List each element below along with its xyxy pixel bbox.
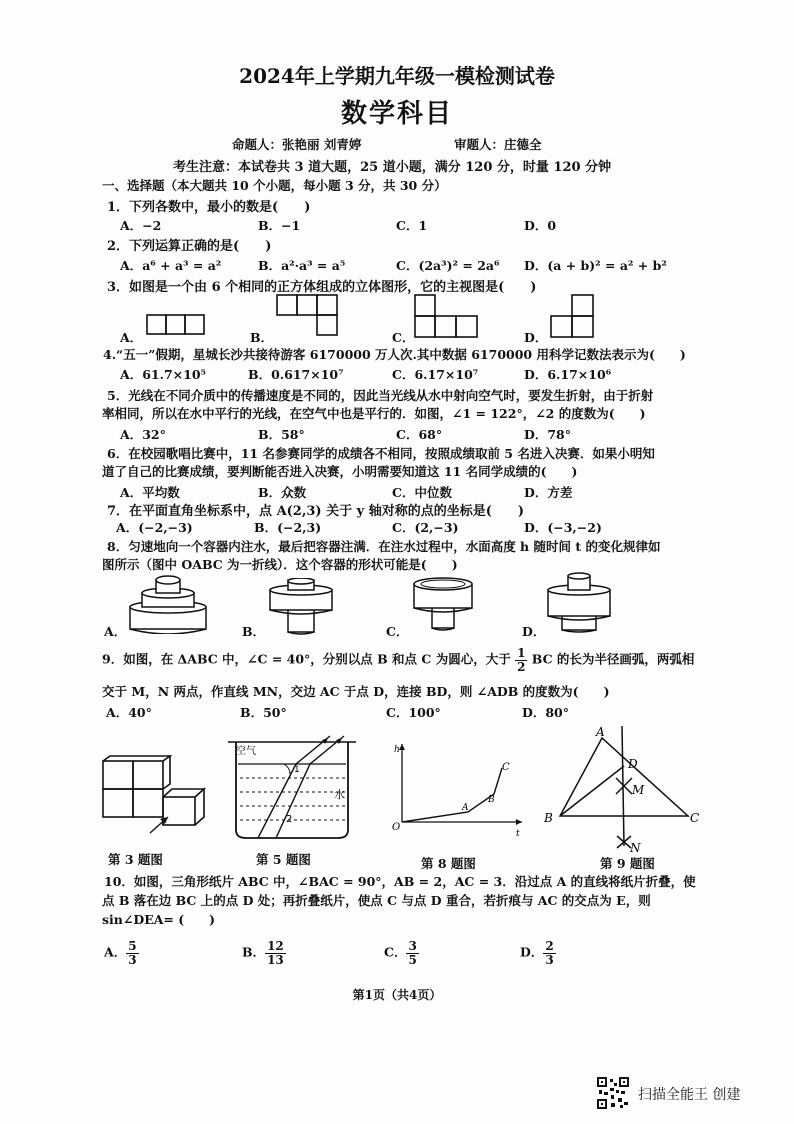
- q9-option-c: C．100°: [386, 705, 441, 720]
- q3-option-a: A．: [120, 330, 143, 345]
- figure-9-triangle: [540, 724, 710, 854]
- q10-d-numerator: 2: [545, 939, 554, 953]
- q9-option-a: A．40°: [106, 705, 152, 720]
- fig8-a-label: A: [462, 803, 469, 813]
- q10-option-d-fraction: [543, 940, 555, 966]
- q5-stem-line2: 率相同，所以在水中平行的光线，在空气中也是平行的．如图，∠1 = 122°，∠2 的度数为( ): [102, 406, 646, 421]
- half-fraction: [515, 647, 527, 673]
- figure-5-refraction: [224, 734, 360, 848]
- q3-option-b: B．: [250, 330, 274, 345]
- q10-option-b: [242, 940, 286, 966]
- reviewer: 审题人：庄德全: [454, 137, 542, 152]
- fig9-c-label: C: [690, 811, 700, 825]
- q9-stem-part1: 9．如图，在 ΔABC 中，∠C = 40°，分别以点 B 和点 C 为圆心，大于: [102, 651, 511, 667]
- q8-stem-line2: 图所示（图中 OABC 为一折线）．这个容器的形状可能是( ): [102, 557, 458, 572]
- qr-code-icon: [596, 1076, 630, 1110]
- q8-container-c: [412, 576, 474, 636]
- fig5-angle1-label: 1: [294, 765, 300, 775]
- q9-option-d: D．80°: [522, 705, 569, 720]
- q4-option-c: C．6.17×10⁷: [392, 367, 479, 382]
- q2-option-d: D．(a + b)² = a² + b²: [524, 258, 667, 273]
- q9-stem-line2: 交于 M，N 两点，作直线 MN，交边 AC 于点 D，连接 BD，则 ∠ADB 的度数为( ): [102, 684, 610, 699]
- q6-stem-line2: 道了自己的比赛成绩，要判断能否进入决赛，小明需要知道这 11 名同学成绩的( ): [102, 464, 578, 479]
- q10-b-numerator: 12: [267, 939, 284, 953]
- q2-option-b: B．a²·a³ = a⁵: [258, 258, 346, 273]
- figure-9-caption: 第 9 题图: [600, 856, 655, 871]
- q5-option-d: D．78°: [524, 427, 571, 442]
- fig8-c-label: C: [502, 762, 510, 773]
- q3-view-b: [276, 294, 338, 336]
- q1-option-b: B．−1: [258, 218, 301, 233]
- q10-b-denominator: 13: [267, 952, 284, 967]
- half-denominator: 2: [517, 659, 526, 674]
- q7-stem: 7．在平面直角坐标系中，点 A(2,3) 关于 y 轴对称的点的坐标是( ): [107, 504, 525, 519]
- subject-title: 数学科目: [340, 99, 453, 129]
- q7-option-c: C．(2,−3): [392, 520, 459, 535]
- q3-stem: 3．如图是一个由 6 个相同的正方体组成的立体图形，它的主视图是( ): [107, 280, 537, 295]
- q6-option-b: B．众数: [258, 485, 307, 500]
- fig9-m-label: M: [632, 783, 645, 797]
- q10-option-c-label: C．: [384, 944, 407, 960]
- q8-option-b: B．: [242, 624, 266, 639]
- fig9-d-label: D: [628, 757, 638, 771]
- fig5-angle2-label: 2: [286, 814, 293, 825]
- q1-option-c: C．1: [396, 218, 428, 233]
- q5-stem-line1: 5．光线在不同介质中的传播速度是不同的，因此当光线从水中射向空气时，要发生折射，由于折射: [107, 388, 654, 403]
- q8-option-c: C．: [386, 624, 409, 639]
- fig5-air-label: 空气: [236, 746, 256, 757]
- watermark-text: 扫描全能王 创建: [638, 1087, 741, 1103]
- q10-a-numerator: 5: [128, 939, 137, 953]
- q10-option-d-label: D．: [520, 944, 544, 960]
- q6-stem-line1: 6．在校园歌唱比赛中，11 名参赛同学的成绩各不相同，按照成绩取前 5 名进入决赛．如果小明知: [107, 446, 655, 461]
- q2-option-a: A．a⁶ + a³ = a²: [120, 258, 222, 273]
- q1-option-d: D．0: [524, 218, 557, 233]
- figure-3-cubes: [102, 755, 212, 845]
- q1-stem: 1．下列各数中，最小的数是( ): [107, 200, 311, 215]
- figure-8-caption: 第 8 题图: [421, 856, 476, 871]
- q8-container-a: [128, 574, 210, 634]
- q6-option-a: A．平均数: [120, 485, 180, 500]
- q3-view-a: [146, 314, 206, 336]
- q10-option-a-fraction: [126, 940, 138, 966]
- exam-title: 2024年上学期九年级一模检测试卷: [239, 64, 555, 88]
- q4-option-a: A．61.7×10⁵: [120, 367, 206, 382]
- fig9-n-label: N: [630, 841, 641, 854]
- q3-view-c: [414, 294, 478, 338]
- q10-d-denominator: 3: [545, 952, 554, 967]
- q5-option-c: C．68°: [396, 427, 443, 442]
- q7-option-b: B．(−2,3): [254, 520, 322, 535]
- q3-view-d: [550, 294, 594, 338]
- q4-option-d: D．6.17×10⁶: [524, 367, 612, 382]
- q5-option-b: B．58°: [258, 427, 305, 442]
- q10-option-b-label: B．: [242, 944, 266, 960]
- q8-container-d: [546, 572, 612, 636]
- q4-stem: 4.“五一”假期，星城长沙共接待游客 6170000 万人次.其中数据 6170000 用科学记数法表示为( ): [103, 347, 686, 362]
- q2-option-c: C．(2a³)² = 2a⁶: [396, 258, 500, 273]
- q10-option-b-fraction: [265, 940, 286, 966]
- q9-stem-line1: [102, 647, 694, 673]
- q10-option-a: [104, 940, 139, 966]
- q6-option-d: D．方差: [524, 485, 573, 500]
- q10-option-c: [384, 940, 419, 966]
- q9-stem-part2: BC 的长为半径画弧，两弧相: [531, 651, 695, 667]
- section-heading: 一、选择题（本大题共 10 个小题，每小题 3 分，共 30 分）: [102, 178, 447, 193]
- fig8-h-label: h: [394, 745, 400, 755]
- q8-option-a: A．: [104, 624, 127, 639]
- fig8-o-label: O: [392, 822, 401, 833]
- q8-container-b: [268, 578, 334, 638]
- q9-option-b: B．50°: [240, 705, 287, 720]
- q2-stem: 2．下列运算正确的是( ): [107, 239, 272, 254]
- q6-option-c: C．中位数: [392, 485, 452, 500]
- figure-8-graph: [388, 740, 526, 840]
- figure-5-caption: 第 5 题图: [256, 852, 311, 867]
- page-footer: 第1页（共4页）: [352, 988, 442, 1002]
- authors: 命题人：张艳丽 刘青婷: [232, 137, 362, 152]
- fig9-b-label: B: [544, 811, 553, 825]
- figure-3-caption: 第 3 题图: [108, 852, 163, 867]
- q3-option-d: D．: [524, 330, 548, 345]
- fig5-water-label: 水: [334, 788, 345, 801]
- q10-option-d: [520, 940, 556, 966]
- q10-stem-line3: sin∠DEA= ( ): [102, 912, 216, 927]
- q8-option-d: D．: [522, 624, 546, 639]
- q1-option-a: A．−2: [120, 218, 162, 233]
- q3-option-c: C．: [392, 330, 415, 345]
- exam-notice: 考生注意：本试卷共 3 道大题，25 道小题，满分 120 分，时量 120 分钟: [173, 160, 612, 175]
- q4-option-b: B．0.617×10⁷: [248, 367, 344, 382]
- q10-a-denominator: 3: [128, 952, 137, 967]
- fig8-b-label: B: [488, 795, 495, 805]
- q10-option-a-label: A．: [104, 944, 127, 960]
- q10-option-c-fraction: [406, 940, 418, 966]
- fig9-a-label: A: [596, 725, 605, 739]
- q8-stem-line1: 8．匀速地向一个容器内注水，最后把容器注满．在注水过程中，水面高度 h 随时间 t 的变化规律如: [107, 539, 661, 554]
- q5-option-a: A．32°: [120, 427, 166, 442]
- q7-option-a: A．(−2,−3): [116, 520, 193, 535]
- half-numerator: 1: [517, 646, 526, 660]
- fig8-t-label: t: [516, 829, 520, 839]
- q7-option-d: D．(−3,−2): [524, 520, 602, 535]
- q10-c-denominator: 5: [408, 952, 417, 967]
- q10-stem-line1: 10．如图，三角形纸片 ABC 中，∠BAC = 90°，AB = 2，AC = 3．沿过点 A 的直线将纸片折叠，使: [104, 874, 696, 889]
- q10-c-numerator: 3: [408, 939, 417, 953]
- q10-stem-line2: 点 B 落在边 BC 上的点 D 处；再折叠纸片，使点 C 与点 D 重合，若折痕与 AC 的交点为 E，则: [102, 893, 651, 908]
